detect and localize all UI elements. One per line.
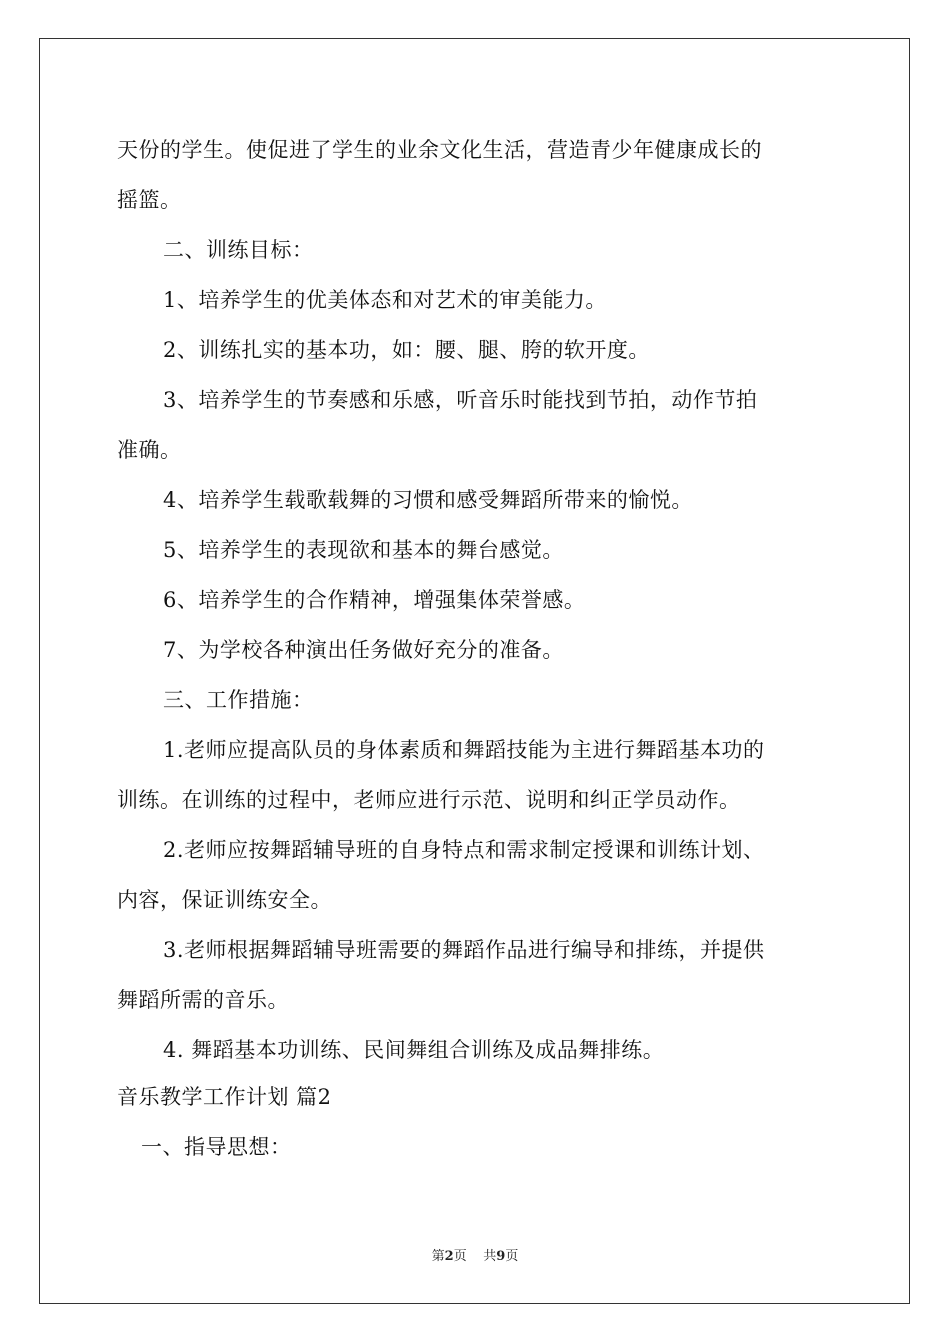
list-item: 1、培养学生的优美体态和对艺术的审美能力。 xyxy=(163,288,607,312)
paragraph-line: 训练。在训练的过程中，老师应进行示范、说明和纠正学员动作。 xyxy=(117,788,741,812)
list-item: 2、训练扎实的基本功，如：腰、腿、胯的软开度。 xyxy=(163,338,650,362)
section-heading: 二、训练目标： xyxy=(163,238,314,262)
total-pages: 9 xyxy=(496,1249,506,1264)
page-footer xyxy=(0,1245,950,1264)
total-prefix: 共 xyxy=(483,1249,497,1264)
page-border xyxy=(39,38,910,1304)
list-item: 5、培养学生的表现欲和基本的舞台感觉。 xyxy=(163,538,564,562)
list-item: 2.老师应按舞蹈辅导班的自身特点和需求制定授课和训练计划、 xyxy=(163,838,765,862)
total-suffix: 页 xyxy=(505,1249,519,1264)
list-item: 4. 舞蹈基本功训练、民间舞组合训练及成品舞排练。 xyxy=(163,1038,665,1062)
paragraph-line: 内容，保证训练安全。 xyxy=(117,888,332,912)
list-item: 4、培养学生载歌载舞的习惯和感受舞蹈所带来的愉悦。 xyxy=(163,488,693,512)
paragraph-line: 摇篮。 xyxy=(117,188,182,212)
list-item: 7、为学校各种演出任务做好充分的准备。 xyxy=(163,638,564,662)
page-number: 2 xyxy=(444,1249,454,1264)
section-heading: 三、工作措施： xyxy=(163,688,314,712)
paragraph-line: 天份的学生。使促进了学生的业余文化生活，营造青少年健康成长的 xyxy=(117,138,762,162)
list-item: 6、培养学生的合作精神，增强集体荣誉感。 xyxy=(163,588,586,612)
list-item: 1.老师应提高队员的身体素质和舞蹈技能为主进行舞蹈基本功的 xyxy=(163,738,765,762)
page-prefix: 第 xyxy=(431,1249,445,1264)
list-item: 3.老师根据舞蹈辅导班需要的舞蹈作品进行编导和排练，并提供 xyxy=(163,938,765,962)
section-heading: 一、指导思想： xyxy=(141,1135,292,1159)
article-title: 音乐教学工作计划 篇2 xyxy=(117,1085,332,1109)
paragraph-line: 准确。 xyxy=(117,438,182,462)
list-item: 3、培养学生的节奏感和乐感，听音乐时能找到节拍，动作节拍 xyxy=(163,388,758,412)
paragraph-line: 舞蹈所需的音乐。 xyxy=(117,988,289,1012)
page-suffix: 页 xyxy=(453,1249,467,1264)
